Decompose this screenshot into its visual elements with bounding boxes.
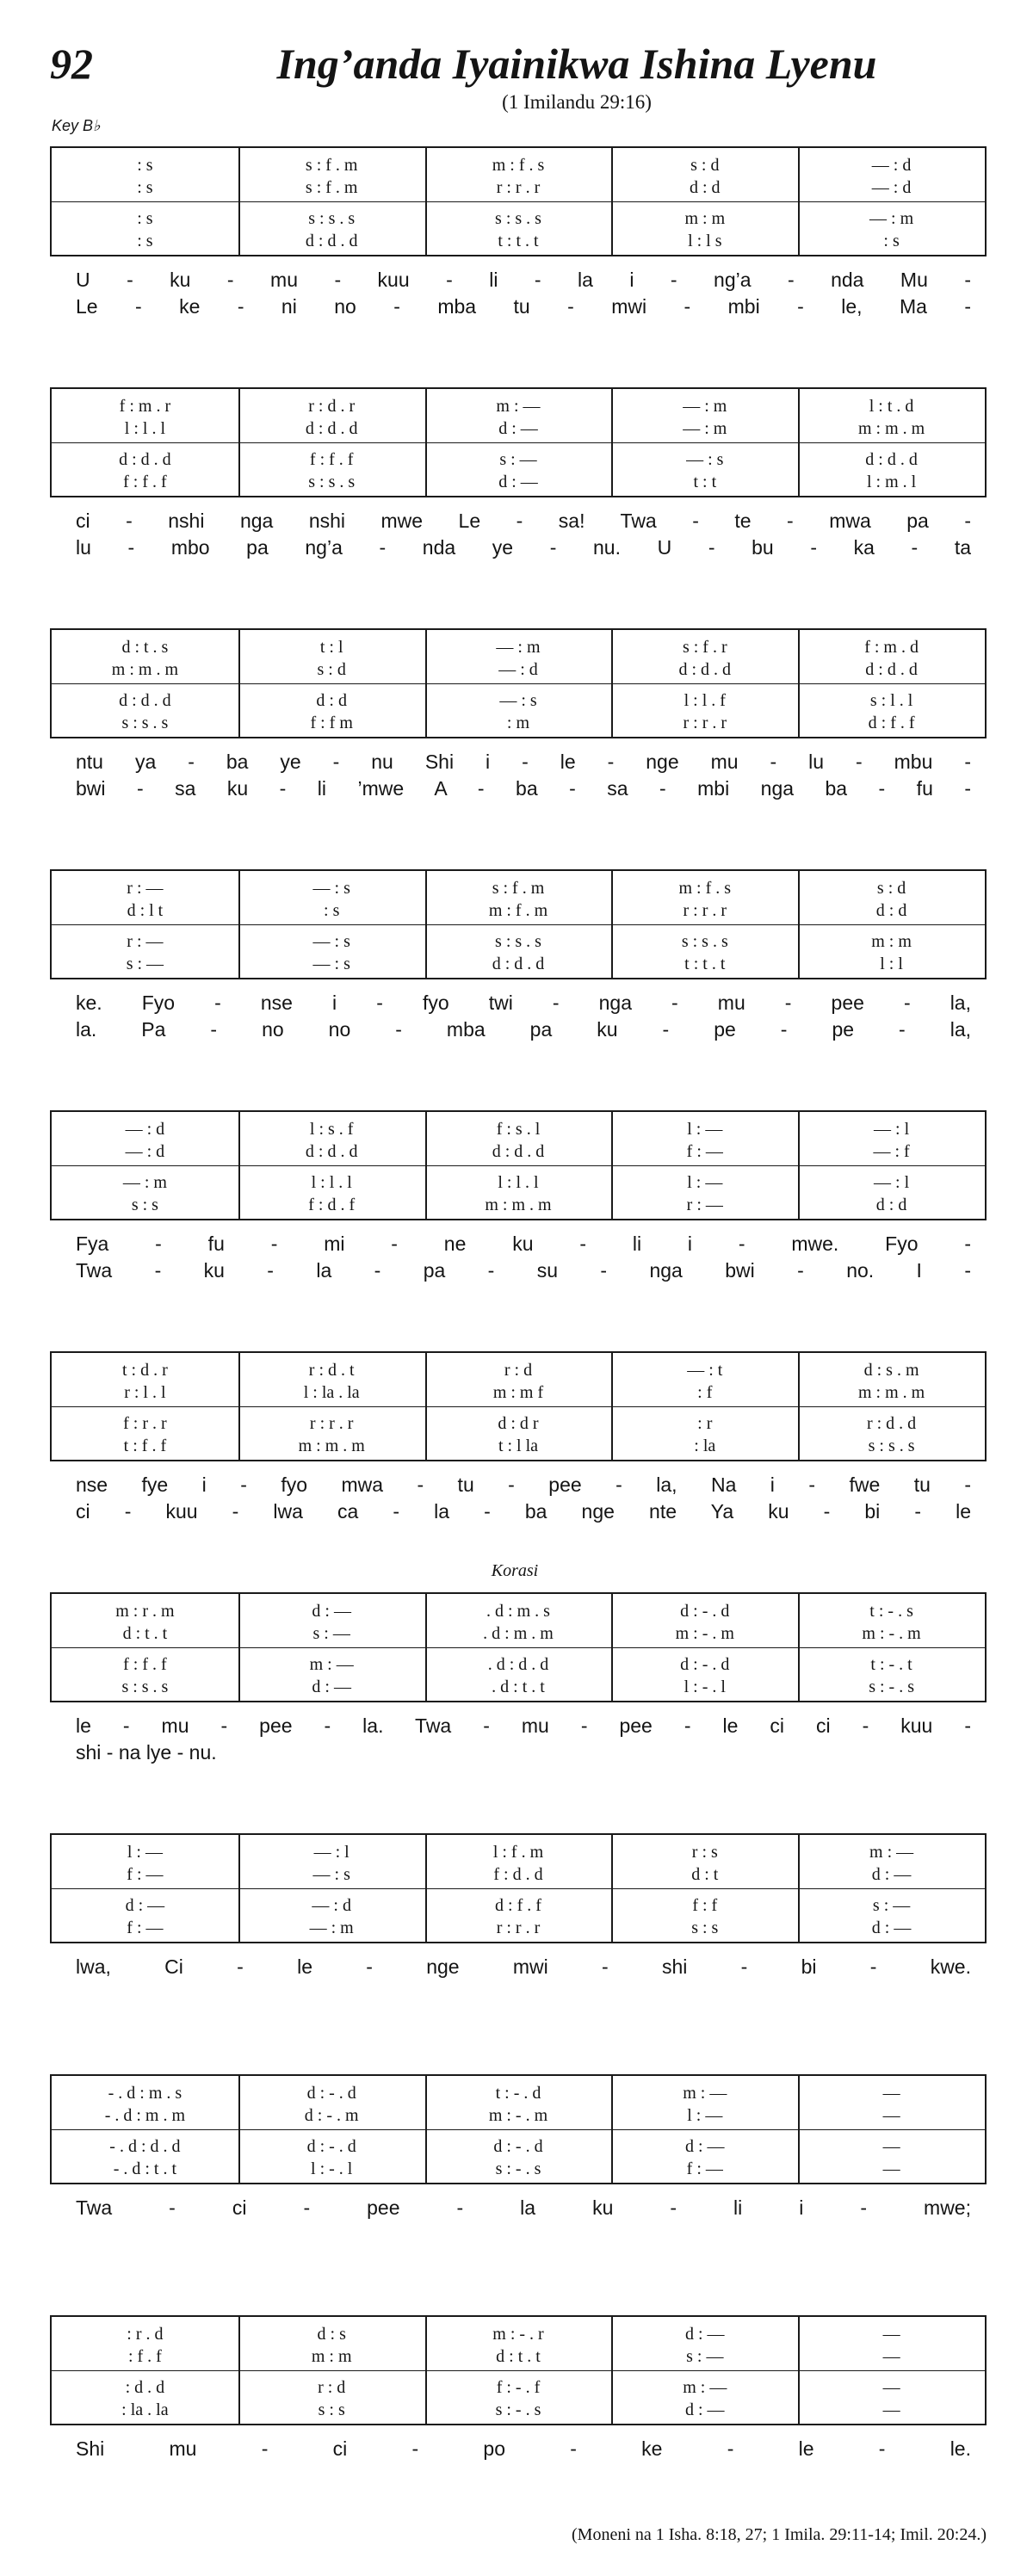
measure: l : f . m xyxy=(492,1842,544,1862)
alto-line xyxy=(52,659,985,680)
measure: m : m . m xyxy=(298,1436,365,1455)
measure: — : f xyxy=(873,1141,910,1161)
measure: s : f . m xyxy=(492,878,545,898)
measure: r : r . r xyxy=(309,1413,354,1433)
measure: l : t . d xyxy=(869,396,914,416)
lyric-verse-1: lwa, Ci - le - nge mwi - shi - bi - kwe. xyxy=(76,1955,971,1978)
measure: : la . la xyxy=(121,2400,169,2419)
measure: t : t . t xyxy=(498,231,539,250)
staff-box xyxy=(50,628,987,738)
lyric-verse-2: ci - kuu - lwa ca - la - ba nge nte Ya ku - bi - le xyxy=(76,1500,971,1523)
measure: s : d xyxy=(876,878,906,898)
tenor-line xyxy=(52,1413,985,1434)
soprano-line xyxy=(52,1842,985,1863)
measure: d : d . d xyxy=(492,1141,545,1161)
lyric-verse-1: Fya - fu - mi - ne ku - li i - mwe. Fyo - xyxy=(76,1232,971,1255)
lyrics-block xyxy=(76,1472,971,1527)
measure: — : s xyxy=(312,878,350,898)
bass-line xyxy=(52,2159,985,2179)
alto-line xyxy=(52,1382,985,1403)
measure: s : s . s xyxy=(308,472,356,491)
measure: s : — xyxy=(499,449,537,469)
measure: — xyxy=(882,2159,900,2178)
measure: . d : t . t xyxy=(492,1677,545,1696)
lyrics-block xyxy=(76,2195,971,2250)
measure: t : l la xyxy=(498,1436,539,1455)
measure: s : f . m xyxy=(305,177,358,197)
scripture-reference: (1 Imilandu 29:16) xyxy=(502,91,652,113)
staff-box xyxy=(50,146,987,256)
lyric-verse-2: Twa - ku - la - pa - su - nga bwi - no. I - xyxy=(76,1259,971,1282)
measure: f : r . r xyxy=(123,1413,167,1433)
measure: d : - . d xyxy=(306,2083,356,2103)
measure: d : d xyxy=(875,1195,907,1214)
lyrics-block xyxy=(76,990,971,1045)
measure: r : d . r xyxy=(308,396,356,416)
measure: r : d xyxy=(504,1360,533,1380)
bass-line xyxy=(52,1195,985,1215)
chorus-label: Korasi xyxy=(491,1561,539,1580)
measure: d : d . d xyxy=(119,449,171,469)
bass-line xyxy=(52,231,985,251)
measure: t : l xyxy=(319,637,343,657)
measure: d : — xyxy=(871,1918,912,1937)
tenor-line xyxy=(52,1654,985,1675)
measure: s : s . s xyxy=(495,931,541,951)
measure: r : — xyxy=(686,1195,723,1214)
soprano-line xyxy=(52,878,985,899)
measure: t : d . r xyxy=(122,1360,168,1380)
tenor-line xyxy=(52,1895,985,1916)
measure: r : — xyxy=(127,878,164,898)
soprano-line xyxy=(52,155,985,176)
measure: s : - . s xyxy=(869,1677,914,1696)
measure: l : l . f xyxy=(684,690,726,710)
measure: d : — xyxy=(312,1601,351,1621)
hymn-title: Ing’anda Iyainikwa Ishina Lyenu xyxy=(276,40,877,88)
measure: s : s . s xyxy=(308,208,356,228)
measure: d : — xyxy=(312,1677,351,1696)
measure: r : — xyxy=(127,931,164,951)
measure: — : s xyxy=(499,690,537,710)
staff-box xyxy=(50,2315,987,2425)
measure: m : — xyxy=(309,1654,354,1674)
alto-line xyxy=(52,418,985,439)
measure: l : — xyxy=(687,1172,723,1192)
measure: t : - . s xyxy=(869,1601,913,1621)
measure: — : s xyxy=(312,1864,350,1884)
measure: r : r . r xyxy=(496,1918,541,1937)
tenor-line xyxy=(52,2136,985,2157)
lyrics-block xyxy=(76,508,971,563)
lyric-verse-2: la. Pa - no no - mba pa ku - pe - pe - la, xyxy=(76,1018,971,1041)
measure: l : l xyxy=(880,954,903,973)
alto-line xyxy=(52,900,985,921)
measure: f : m . d xyxy=(864,637,919,657)
measure: l : — xyxy=(687,2105,723,2125)
measure: — : d xyxy=(871,155,912,175)
measure: s : f . m xyxy=(305,155,358,175)
measure: d : f . f xyxy=(868,713,915,732)
lyrics-block xyxy=(76,1954,971,2009)
lyrics-block xyxy=(76,1713,971,1768)
tenor-line xyxy=(52,690,985,711)
measure: s : — xyxy=(686,2346,724,2366)
measure: r : r . r xyxy=(683,713,727,732)
measure: m : m . m xyxy=(111,659,179,679)
measure: d : — xyxy=(685,2136,725,2156)
measure: s : s . s xyxy=(495,208,541,228)
lyric-verse-1: ke. Fyo - nse i - fyo twi - nga - mu - pee - la, xyxy=(76,991,971,1014)
measure: - . d : m . m xyxy=(104,2105,186,2125)
measure: l : - . l xyxy=(684,1677,726,1696)
measure: s : — xyxy=(872,1895,911,1915)
measure: s : s . s xyxy=(121,713,169,732)
measure: l : — xyxy=(687,1119,723,1139)
measure: d : - . d xyxy=(493,2136,543,2156)
soprano-line xyxy=(52,1601,985,1622)
measure: s : — xyxy=(312,1623,350,1643)
measure: m : f . s xyxy=(678,878,732,898)
measure: — xyxy=(882,2377,900,2397)
measure: d : d . d xyxy=(678,659,732,679)
measure: d : f . f xyxy=(495,1895,541,1915)
measure: — : m xyxy=(869,208,914,228)
measure: — : s xyxy=(312,931,350,951)
measure: s : s . s xyxy=(681,931,728,951)
measure: f : — xyxy=(686,1141,723,1161)
alto-line xyxy=(52,1141,985,1162)
lyric-verse-1: U - ku - mu - kuu - li - la i - ng’a - nda Mu - xyxy=(76,269,971,291)
lyric-verse-2: shi - na lye - nu. xyxy=(76,1741,217,1764)
measure: : s xyxy=(137,231,153,250)
measure: m : — xyxy=(869,1842,914,1862)
measure: . d : m . m xyxy=(483,1623,554,1643)
measure: — : s xyxy=(686,449,724,469)
measure: s : d xyxy=(690,155,720,175)
measure: d : — xyxy=(685,2324,725,2344)
measure: : m xyxy=(506,713,530,732)
measure: m : — xyxy=(683,2083,727,2103)
soprano-line xyxy=(52,2083,985,2103)
measure: - . d : d . d xyxy=(109,2136,181,2156)
measure: d : t . t xyxy=(122,1623,168,1643)
measure: d : d . d xyxy=(492,954,545,973)
measure: — : m xyxy=(309,1918,354,1937)
measure: — : m xyxy=(496,637,541,657)
measure: m : m f xyxy=(492,1382,544,1402)
measure: d : s xyxy=(317,2324,346,2344)
measure: f : m . r xyxy=(119,396,171,416)
soprano-line xyxy=(52,396,985,417)
lyric-verse-2: lu - mbo pa ng’a - nda ye - nu. U - bu - ka - ta xyxy=(76,536,971,559)
lyric-verse-1: Shi mu - ci - po - ke - le - le. xyxy=(76,2437,971,2460)
measure: d : l t xyxy=(127,900,164,920)
measure: d : - . d xyxy=(680,1654,730,1674)
measure: d : d xyxy=(875,900,907,920)
measure: : f . f xyxy=(127,2346,162,2366)
measure: d : d . d xyxy=(305,1141,358,1161)
measure: d : — xyxy=(498,472,538,491)
key-signature: Key B♭ xyxy=(52,117,101,134)
bass-line xyxy=(52,1677,985,1697)
hymn-number: 92 xyxy=(50,40,93,88)
measure: l : m . l xyxy=(866,472,917,491)
measure: d : d . d xyxy=(865,659,918,679)
measure: l : l s xyxy=(688,231,722,250)
tenor-line xyxy=(52,449,985,470)
measure: s : l . l xyxy=(869,690,913,710)
staff-box xyxy=(50,869,987,979)
bass-line xyxy=(52,713,985,733)
measure: : f xyxy=(697,1382,713,1402)
measure: s : s . s xyxy=(121,1677,169,1696)
measure: : s xyxy=(137,177,153,197)
measure: f : d . d xyxy=(493,1864,543,1884)
measure: l : l . l xyxy=(124,418,166,438)
measure: — : m xyxy=(683,396,727,416)
measure: : r xyxy=(697,1413,713,1433)
measure: m : f . m xyxy=(488,900,548,920)
measure: m : r . m xyxy=(115,1601,175,1621)
measure: — : d xyxy=(125,1141,165,1161)
staff-box xyxy=(50,387,987,497)
measure: r : r . r xyxy=(496,177,541,197)
measure: — : s xyxy=(312,954,350,973)
measure: r : s xyxy=(691,1842,718,1862)
tenor-line xyxy=(52,931,985,952)
tenor-line xyxy=(52,2377,985,2398)
measure: m : - . m xyxy=(675,1623,734,1643)
staff-box xyxy=(50,1351,987,1461)
lyric-verse-1: ntu ya - ba ye - nu Shi i - le - nge mu - lu - mbu - xyxy=(76,751,971,773)
measure: d : d r xyxy=(498,1413,539,1433)
measure: d : t xyxy=(691,1864,719,1884)
lyrics-block xyxy=(76,1231,971,1286)
measure: - . d : m . s xyxy=(108,2083,182,2103)
measure: d : - . d xyxy=(306,2136,356,2156)
lyric-verse-1: ci - nshi nga nshi mwe Le - sa! Twa - te - mwa pa - xyxy=(76,510,971,532)
measure: l : — xyxy=(127,1842,163,1862)
measure: m : — xyxy=(683,2377,727,2397)
measure: l : l . l xyxy=(498,1172,539,1192)
measure: l : la . la xyxy=(303,1382,360,1402)
measure: r : r . r xyxy=(683,900,727,920)
bass-line xyxy=(52,472,985,492)
measure: m : m xyxy=(311,2346,352,2366)
measure: s : s xyxy=(318,2400,345,2419)
measure: d : — xyxy=(871,1864,912,1884)
bass-line xyxy=(52,1436,985,1456)
measure: m : - . r xyxy=(492,2324,544,2344)
measure: d : t . t xyxy=(496,2346,541,2366)
tenor-line xyxy=(52,208,985,229)
cross-reference-footer: (Moneni na 1 Isha. 8:18, 27; 1 Imila. 29:11-14; Imil. 20:24.) xyxy=(572,2525,987,2544)
measure: — xyxy=(882,2324,900,2344)
measure: m : - . m xyxy=(488,2105,548,2125)
lyric-verse-2: Le - ke - ni no - mba tu - mwi - mbi - le, Ma - xyxy=(76,295,971,318)
tenor-line xyxy=(52,1172,985,1193)
measure: — : d xyxy=(498,659,538,679)
measure: : s xyxy=(137,155,153,175)
measure: — : m xyxy=(683,418,727,438)
alto-line xyxy=(52,1864,985,1885)
measure: : r . d xyxy=(127,2324,164,2344)
measure: — : t xyxy=(687,1360,723,1380)
measure: — : l xyxy=(874,1172,910,1192)
staff-box xyxy=(50,2074,987,2184)
soprano-line xyxy=(52,637,985,658)
measure: — xyxy=(882,2105,900,2125)
alto-line xyxy=(52,1623,985,1644)
measure: s : - . s xyxy=(495,2400,541,2419)
alto-line xyxy=(52,2105,985,2126)
measure: f : f . f xyxy=(123,472,167,491)
bass-line xyxy=(52,1918,985,1938)
measure: — : l xyxy=(313,1842,349,1862)
lyrics-block xyxy=(76,749,971,804)
measure: d : - . m xyxy=(304,2105,359,2125)
measure: : s xyxy=(883,231,900,250)
measure: r : d xyxy=(318,2377,346,2397)
lyric-verse-1: le - mu - pee - la. Twa - mu - pee - le ci ci - kuu - xyxy=(76,1714,971,1737)
measure: f : f m xyxy=(310,713,353,732)
measure: f : — xyxy=(127,1864,164,1884)
measure: s : - . s xyxy=(495,2159,541,2178)
measure: d : d . d xyxy=(119,690,171,710)
measure: s : d xyxy=(317,659,346,679)
measure: m : - . m xyxy=(862,1623,921,1643)
measure: : la xyxy=(694,1436,716,1455)
measure: t : f . f xyxy=(123,1436,167,1455)
measure: s : s xyxy=(131,1195,158,1214)
measure: t : t . t xyxy=(684,954,726,973)
staff-box xyxy=(50,1592,987,1702)
measure: — xyxy=(882,2400,900,2419)
measure: d : d . d xyxy=(865,449,918,469)
lyric-verse-1: Twa - ci - pee - la ku - li i - mwe; xyxy=(76,2196,971,2219)
measure: d : - . d xyxy=(680,1601,730,1621)
measure: s : s xyxy=(691,1918,719,1937)
measure: l : - . l xyxy=(311,2159,353,2178)
measure: f : s . l xyxy=(496,1119,541,1139)
measure: — : m xyxy=(122,1172,167,1192)
measure: d : s . m xyxy=(863,1360,919,1380)
lyrics-block xyxy=(76,2436,971,2491)
measure: r : l . l xyxy=(124,1382,166,1402)
measure: f : d . f xyxy=(308,1195,356,1214)
soprano-line xyxy=(52,1360,985,1381)
measure: f : — xyxy=(686,2159,723,2178)
lyrics-block xyxy=(76,267,971,322)
measure: d : t . s xyxy=(121,637,169,657)
measure: m : m xyxy=(871,931,912,951)
measure: f : — xyxy=(127,1918,164,1937)
bass-line xyxy=(52,954,985,974)
measure: m : f . s xyxy=(492,155,545,175)
measure: s : s . s xyxy=(868,1436,915,1455)
lyric-verse-1: nse fye i - fyo mwa - tu - pee - la, Na i - fwe tu - xyxy=(76,1473,971,1496)
measure: — : l xyxy=(874,1119,910,1139)
measure: l : s . f xyxy=(309,1119,354,1139)
measure: t : - . d xyxy=(495,2083,541,2103)
measure: m : m xyxy=(684,208,726,228)
measure: d : d xyxy=(316,690,347,710)
measure: f : f xyxy=(692,1895,718,1915)
measure: — : d xyxy=(125,1119,165,1139)
measure: — xyxy=(882,2136,900,2156)
lyric-verse-2: bwi - sa ku - li ’mwe A - ba - sa - mbi nga ba - fu - xyxy=(76,777,971,800)
measure: m : m . m xyxy=(485,1195,552,1214)
measure: . d : d . d xyxy=(487,1654,549,1674)
measure: d : — xyxy=(685,2400,725,2419)
measure: s : — xyxy=(126,954,164,973)
measure: m : m . m xyxy=(857,1382,925,1402)
measure: : d . d xyxy=(125,2377,165,2397)
measure: — xyxy=(882,2346,900,2366)
measure: d : d . d xyxy=(305,231,358,250)
measure: r : d . d xyxy=(866,1413,917,1433)
measure: — : d xyxy=(312,1895,351,1915)
hymn-header xyxy=(0,0,1033,134)
soprano-line xyxy=(52,2324,985,2344)
measure: — xyxy=(882,2083,900,2103)
measure: f : - . f xyxy=(496,2377,541,2397)
measure: f : f . f xyxy=(309,449,354,469)
measure: s : f . r xyxy=(682,637,727,657)
measure: f : f . f xyxy=(123,1654,167,1674)
staff-box xyxy=(50,1833,987,1943)
measure: t : t xyxy=(693,472,717,491)
measure: d : d . d xyxy=(305,418,358,438)
staff-box xyxy=(50,1110,987,1220)
measure: — : d xyxy=(871,177,912,197)
measure: - . d : t . t xyxy=(113,2159,177,2178)
measure: l : l . l xyxy=(311,1172,352,1192)
measure: : s xyxy=(137,208,153,228)
alto-line xyxy=(52,2346,985,2367)
measure: m : — xyxy=(496,396,541,416)
measure: r : d . t xyxy=(308,1360,355,1380)
alto-line xyxy=(52,177,985,198)
measure: d : — xyxy=(498,418,538,438)
measure: . d : m . s xyxy=(486,1601,550,1621)
measure: : s xyxy=(324,900,340,920)
measure: m : m . m xyxy=(857,418,925,438)
measure: t : - . t xyxy=(870,1654,912,1674)
bass-line xyxy=(52,2400,985,2420)
measure: d : d xyxy=(690,177,721,197)
soprano-line xyxy=(52,1119,985,1140)
measure: d : — xyxy=(125,1895,165,1915)
